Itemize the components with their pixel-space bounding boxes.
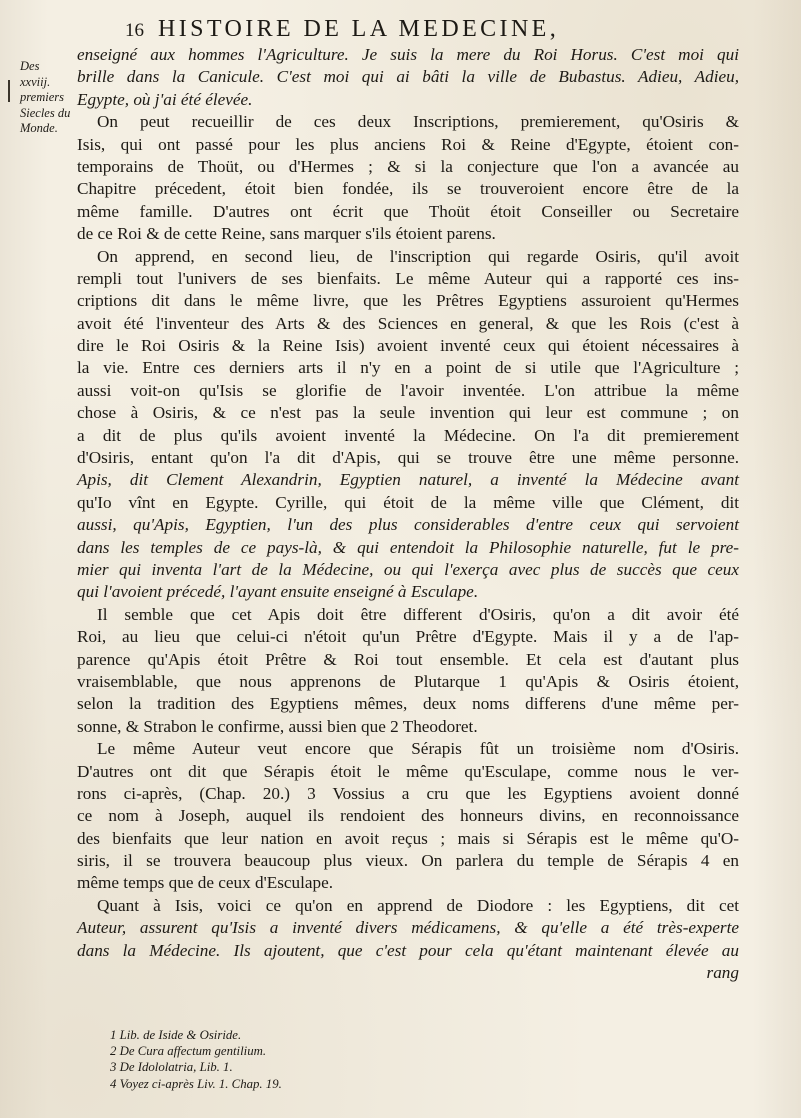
text-line: de ce Roi & de cette Reine, sans marquer s'ils étoient parens.	[77, 224, 496, 244]
text-line: qu'Io vînt en Egypte. Cyrille, qui étoit de la même ville que Clément, dit	[77, 492, 739, 512]
margin-note-line: xxviij.	[20, 74, 51, 89]
text-line: temporains de Thoüt, ou d'Hermes ; & si la conjecture que l'on a avancée au	[77, 156, 739, 176]
text-line: Quant à Isis, voici ce qu'on en apprend de Diodore : les Egyptiens, dit cet	[97, 895, 739, 915]
text-line: Le même Auteur veut encore que Sérapis fût un troisième nom d'Osiris.	[97, 739, 739, 759]
text-line: selon la tradition des Egyptiens mêmes, deux noms differens d'une même per-	[77, 694, 739, 714]
text-line: enseigné aux hommes l'Agriculture. Je suis la mere du Roi Horus. C'est moi qui	[77, 45, 739, 64]
text-line: Chapitre précedent, étoit bien fondée, ils se trouveroient encore être de la	[77, 179, 739, 199]
text-line: vraisemblable, que nous apprenons de Plutarque 1 qu'Apis & Osiris étoient,	[77, 671, 739, 691]
margin-bracket	[8, 80, 10, 102]
page-number: 16	[125, 20, 144, 41]
text-line: Il semble que cet Apis doit être different d'Osiris, qu'on a dit avoir été	[97, 604, 739, 624]
text-line: sonne, & Strabon le confirme, aussi bien que 2 Theodoret.	[77, 716, 478, 736]
text-line: chose à Osiris, & ce n'est pas la seule invention qui leur est commune ; on	[77, 403, 739, 423]
text-line: ce nom à Joseph, auquel ils rendoient des honneurs divins, en reconnoissance	[77, 806, 739, 826]
text-line: aussi, qu'Apis, Egyptien, l'un des plus considerables d'entre ceux qui servoient	[77, 515, 739, 535]
margin-note-line: Siecles du	[20, 105, 71, 120]
text-line: Roi, au lieu que celui-ci n'étoit qu'un Prêtre d'Egypte. Mais il y a de l'ap-	[77, 627, 739, 647]
text-line: dire le Roi Osiris & la Reine Isis) avoient inventé ceux qui étoient nécessaires à	[77, 336, 739, 356]
text-line: dans les temples de ce pays-là, & qui entendoit la Philosophie naturelle, fut le pre-	[77, 537, 739, 557]
text-line: rons ci-après, (Chap. 20.) 3 Vossius a cru que les Egyptiens avoient donné	[77, 783, 739, 803]
text-line: avoit été l'inventeur des Arts & des Sciences en general, & que les Rois (c'est à	[77, 313, 739, 333]
text-line: mier qui inventa l'art de la Médecine, ou qui l'exerça avec plus de succès que ceux	[77, 559, 739, 579]
text-line: parence qu'Apis étoit Prêtre & Roi tout ensemble. Et cela est d'autant plus	[77, 649, 739, 669]
text-line: qui l'avoient précedé, l'ayant ensuite enseigné à Esculape.	[77, 582, 479, 602]
body-text	[77, 44, 739, 984]
text-line: D'autres ont dit que Sérapis étoit le même qu'Esculape, comme nous le ver-	[77, 761, 739, 781]
text-line: même temps que de ceux d'Esculape.	[77, 873, 334, 893]
text-line: Isis, qui ont passé pour les plus anciens Roi & Reine d'Egypte, étoient con-	[77, 134, 739, 154]
text-line: Egypte, où j'ai été élevée.	[77, 89, 253, 109]
text-line: On apprend, en second lieu, de l'inscription qui regarde Osiris, qu'il avoit	[97, 246, 739, 266]
text-line: d'Osiris, entant qu'on l'a dit d'Apis, qui se trouve être une même personne.	[77, 448, 739, 468]
running-title: HISTOIRE DE LA MEDECINE,	[158, 16, 560, 42]
text-line: siris, il se trouvera beaucoup plus vieux. On parlera du temple de Sérapis 4 en	[77, 851, 739, 871]
margin-note-line: Des	[20, 59, 40, 73]
footnote: 4 Voyez ci-après Liv. 1. Chap. 19.	[110, 1076, 282, 1091]
catchword: rang	[706, 963, 739, 983]
footnote: 2 De Cura affectum gentilium.	[110, 1044, 267, 1059]
text-line: des bienfaits que leur nation en avoit reçus ; mais si Sérapis est le même qu'O-	[77, 828, 739, 848]
text-line: criptions dit dans le même livre, que les Prêtres Egyptiens assuroient qu'Hermes	[77, 291, 739, 311]
footnotes	[110, 1027, 510, 1092]
footnote: 3 De Idololatria, Lib. 1.	[110, 1060, 233, 1075]
margin-note	[20, 59, 70, 137]
margin-note-line: premiers	[20, 90, 64, 104]
margin-note-line: Monde.	[20, 121, 58, 135]
text-line: Auteur, assurent qu'Isis a inventé divers médicamens, & qu'elle a été très-experte	[77, 918, 739, 938]
text-line: rempli tout l'univers de ses bienfaits. Le même Auteur qui a rapporté ces ins-	[77, 268, 739, 288]
footnote: 1 Lib. de Iside & Osiride.	[110, 1028, 242, 1042]
text-line: Apis, dit Clement Alexandrin, Egyptien naturel, a inventé la Médecine avant	[77, 470, 739, 490]
text-line: aussi voit-on qu'Isis se glorifie de l'avoir inventée. L'on attribue la même	[77, 380, 739, 400]
text-line: même famille. D'autres ont écrit que Thoüt étoit Conseiller ou Secretaire	[77, 201, 739, 221]
text-line: dans la Médecine. Ils ajoutent, que c'est pour cela qu'étant maintenant élevée au	[77, 940, 739, 960]
text-line: On peut recueillir de ces deux Inscriptions, premierement, qu'Osiris &	[97, 112, 739, 132]
text-line: a dit de plus qu'ils avoient inventé la Médecine. On l'a dit premierement	[77, 425, 739, 445]
text-line: brille dans la Canicule. C'est moi qui ai bâti la ville de Bubastus. Adieu, Adieu,	[77, 67, 739, 87]
text-line: la vie. Entre ces derniers arts il n'y en a point de si utile que l'Agriculture ;	[77, 358, 739, 378]
